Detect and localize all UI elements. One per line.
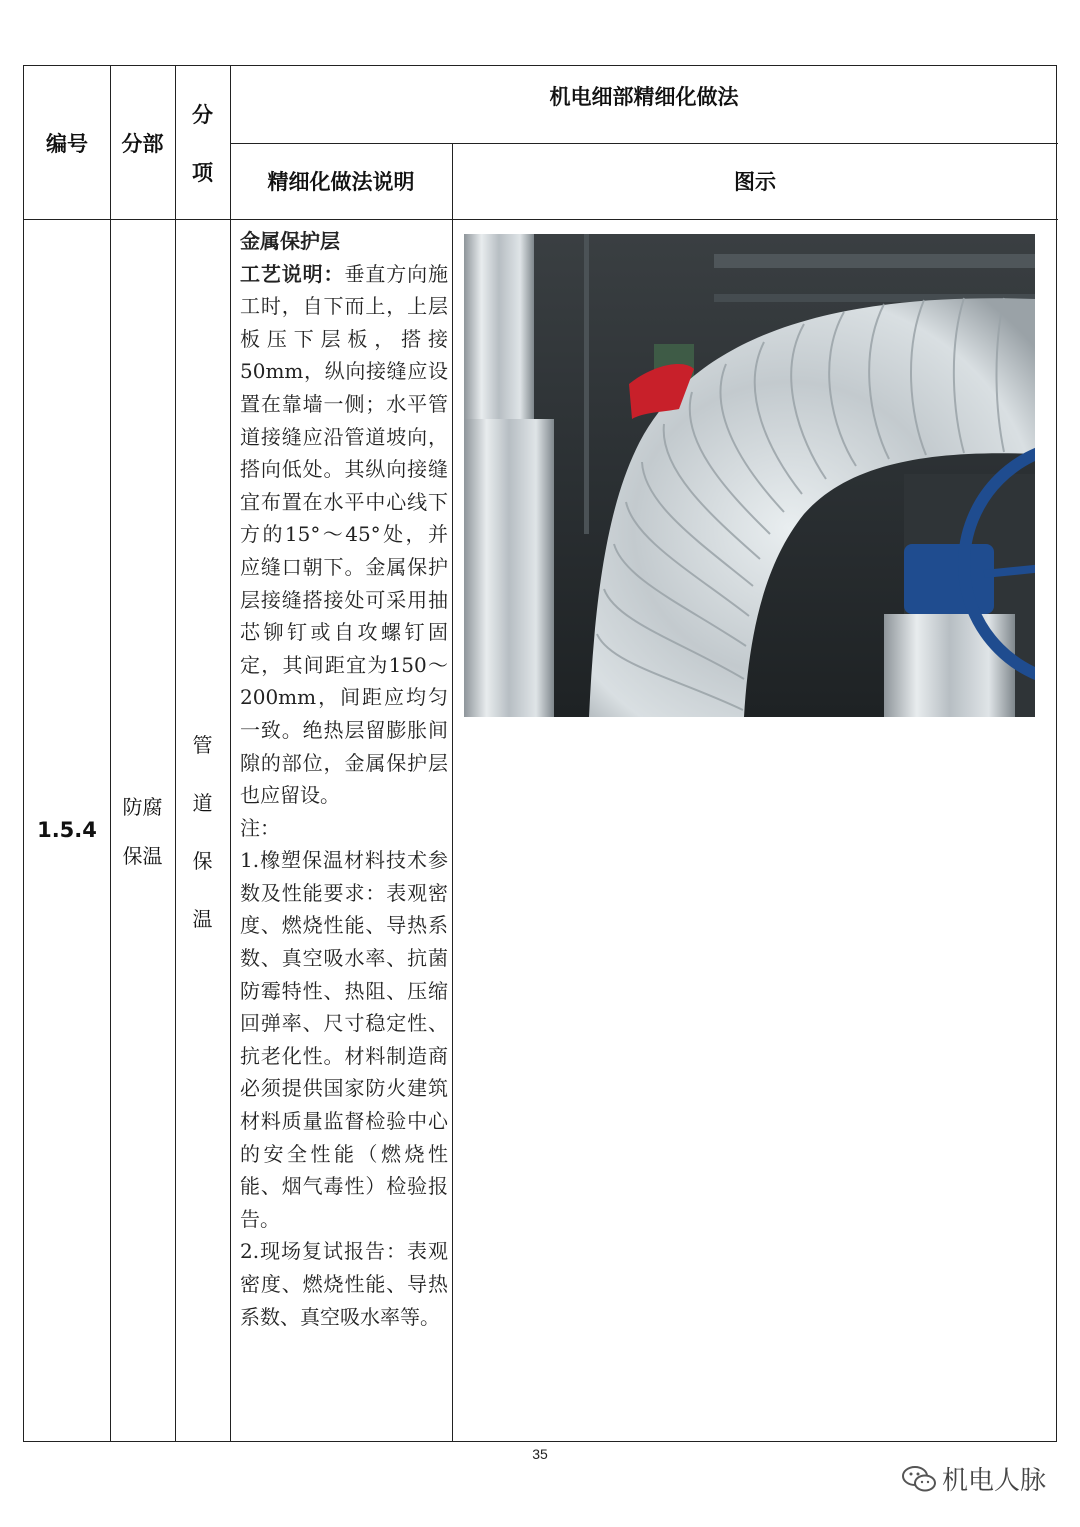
- division-line: 防腐: [122, 795, 163, 819]
- row-item: [175, 219, 230, 1441]
- row-number: 1.5.4: [37, 818, 97, 842]
- item-char: 温: [192, 906, 213, 931]
- header-number: 编号: [46, 131, 88, 156]
- note-label: 注：: [240, 815, 280, 840]
- note-item: 2.现场复试报告：表观密度、燃烧性能、导热系数、真空吸水率等。: [240, 1239, 448, 1329]
- pipe-insulation-photo: [464, 234, 1035, 717]
- wechat-icon: [902, 1465, 936, 1493]
- watermark: [902, 1460, 1046, 1497]
- header-item: [175, 66, 230, 219]
- header-item-char: 分: [192, 102, 213, 127]
- watermark-text: 机电人脉: [941, 1466, 1046, 1496]
- section-title: 金属保护层: [240, 229, 340, 253]
- page-number: 35: [532, 1446, 548, 1462]
- header-division: 分部: [121, 131, 164, 156]
- header-figure: 图示: [734, 170, 776, 194]
- header-item-char: 项: [192, 160, 213, 185]
- header-description: 精细化做法说明: [267, 170, 415, 194]
- process-description: [240, 258, 448, 812]
- item-char: 管: [192, 732, 213, 757]
- header-main-title: 机电细部精细化做法: [549, 85, 739, 109]
- row-division: [110, 219, 175, 1441]
- division-line: 保温: [122, 844, 163, 868]
- divider-line: [230, 66, 231, 1441]
- spec-table: [23, 65, 1057, 1442]
- divider-line: [452, 143, 453, 1441]
- process-body: 垂直方向施工时，自下而上，上层板压下层板，搭接50mm，纵向接缝应设置在靠墙一侧；水平管道接缝应沿管道坡向，搭向低处。其纵向接缝宜布置在水平中心线下方的15°～45°处，并应缝口朝下。金属保护层接缝搭接处可采用抽芯铆钉或自攻螺钉固定，其间距宜为150～200mm，间距应均匀一致。绝热层留膨胀间隙的部位，金属保护层也应留设。: [240, 261, 449, 808]
- process-label: 工艺说明：: [240, 261, 345, 286]
- item-char: 道: [192, 790, 213, 815]
- item-char: 保: [192, 848, 213, 873]
- note-item: 1.橡塑保温材料技术参数及性能要求：表观密度、燃烧性能、导热系数、真空吸水率、抗菌防霉特性、热阻、压缩回弹率、尺寸稳定性、抗老化性。材料制造商必须提供国家防火建筑材料质量监督检验中心的安全性能（燃烧性能、烟气毒性）检验报告。: [240, 848, 448, 1231]
- description-text: [240, 225, 448, 1333]
